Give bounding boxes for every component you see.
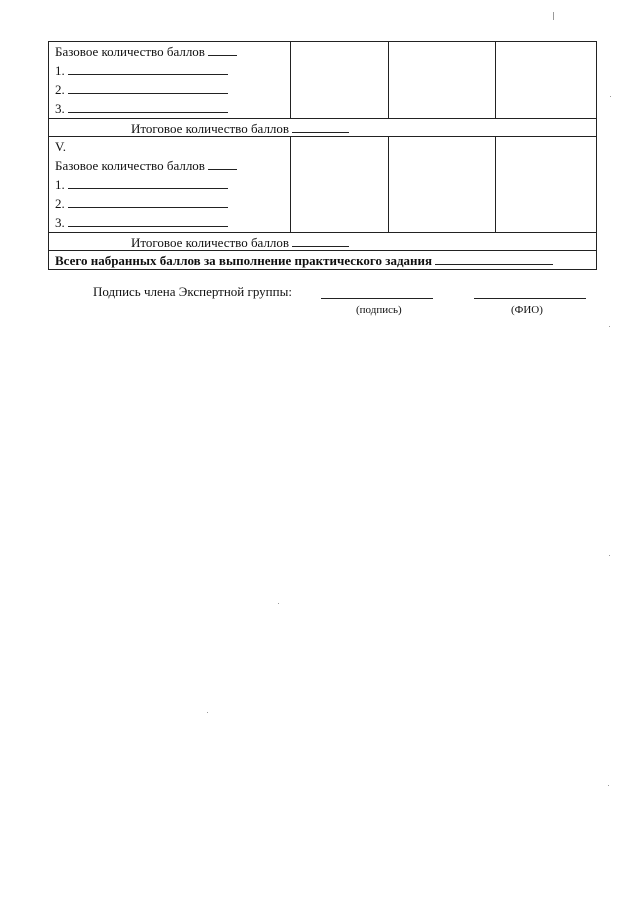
criteria-cell-iv bbox=[49, 42, 291, 119]
score-cell[interactable] bbox=[291, 42, 389, 119]
criterion-number: 3. bbox=[55, 215, 65, 230]
base-score-label: Базовое количество баллов bbox=[55, 44, 205, 59]
criteria-row-iv bbox=[49, 42, 597, 119]
criterion-number: 1. bbox=[55, 177, 65, 192]
score-table bbox=[48, 41, 597, 270]
score-cell[interactable] bbox=[496, 42, 597, 119]
scan-speck bbox=[207, 712, 208, 713]
criterion-blank[interactable] bbox=[68, 194, 228, 208]
criterion-line bbox=[49, 194, 290, 213]
criterion-number: 1. bbox=[55, 63, 65, 78]
criteria-cell-v bbox=[49, 137, 291, 233]
criterion-number: 2. bbox=[55, 82, 65, 97]
signature-label: Подпись члена Экспертной группы: bbox=[93, 284, 292, 299]
base-score-label: Базовое количество баллов bbox=[55, 158, 205, 173]
signature-caption: (подпись) bbox=[356, 304, 402, 316]
scan-speck bbox=[610, 96, 611, 97]
criterion-number: 3. bbox=[55, 101, 65, 116]
total-row-iv bbox=[49, 119, 597, 137]
full-name-blank[interactable] bbox=[474, 298, 586, 299]
base-score-blank[interactable] bbox=[208, 156, 237, 170]
scan-speck bbox=[609, 326, 610, 327]
total-cell-v bbox=[49, 233, 597, 251]
grand-total-cell bbox=[49, 251, 597, 270]
scan-speck bbox=[278, 603, 279, 604]
criterion-line bbox=[49, 99, 290, 118]
criterion-line bbox=[49, 80, 290, 99]
criterion-blank[interactable] bbox=[68, 61, 228, 75]
grand-total-label: Всего набранных баллов за выполнение практического задания bbox=[55, 253, 433, 268]
criterion-blank[interactable] bbox=[68, 213, 228, 227]
total-score-blank[interactable] bbox=[292, 119, 349, 133]
total-score-blank[interactable] bbox=[292, 233, 349, 247]
criterion-line bbox=[49, 213, 290, 232]
signature-blank[interactable] bbox=[321, 298, 433, 299]
scan-speck bbox=[553, 12, 554, 20]
criterion-blank[interactable] bbox=[68, 80, 228, 94]
criterion-blank[interactable] bbox=[68, 99, 228, 113]
grand-total-row bbox=[49, 251, 597, 270]
section-header: V. bbox=[55, 139, 66, 154]
criterion-line bbox=[49, 175, 290, 194]
base-score-line bbox=[49, 42, 290, 61]
score-cell[interactable] bbox=[389, 42, 496, 119]
full-name-caption: (ФИО) bbox=[511, 304, 543, 316]
score-cell[interactable] bbox=[291, 137, 389, 233]
total-score-label: Итоговое количество баллов bbox=[131, 121, 290, 136]
scan-speck bbox=[608, 785, 609, 786]
criteria-row-v bbox=[49, 137, 597, 233]
base-score-blank[interactable] bbox=[208, 42, 237, 56]
total-cell-iv bbox=[49, 119, 597, 137]
grand-total-blank[interactable] bbox=[435, 251, 553, 265]
base-score-line bbox=[49, 156, 290, 175]
criterion-line bbox=[49, 61, 290, 80]
criterion-number: 2. bbox=[55, 196, 65, 211]
total-score-label: Итоговое количество баллов bbox=[131, 235, 290, 250]
scan-speck bbox=[609, 555, 610, 556]
criterion-blank[interactable] bbox=[68, 175, 228, 189]
score-cell[interactable] bbox=[389, 137, 496, 233]
total-row-v bbox=[49, 233, 597, 251]
score-cell[interactable] bbox=[496, 137, 597, 233]
